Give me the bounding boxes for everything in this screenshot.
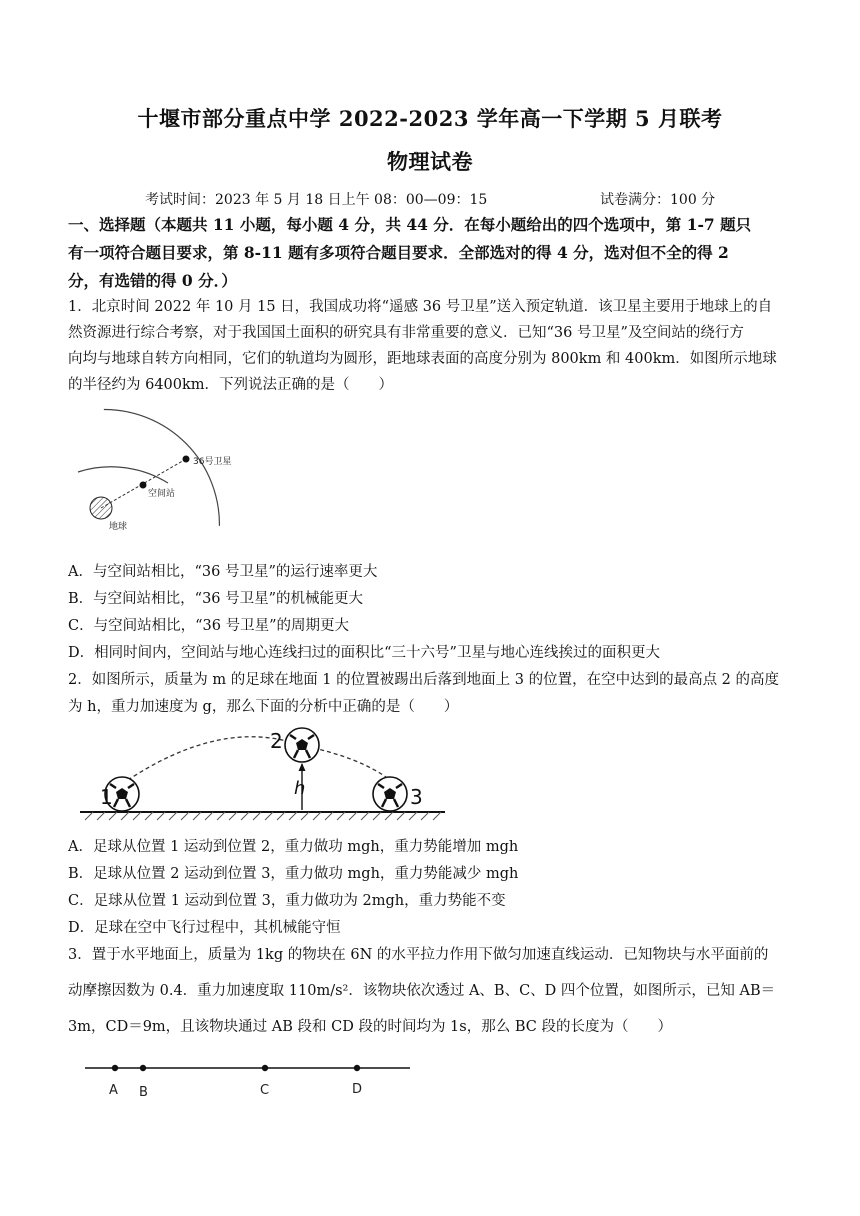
q1-option-a: A．与空间站相比，“36 号卫星”的运行速率更大 <box>68 564 378 580</box>
q3-positions-figure <box>85 1056 415 1100</box>
full-score: 试卷满分：100 分 <box>600 192 716 208</box>
q1-stem-line-1: 1．北京时间 2022 年 10 月 15 日，我国成功将“遥感 36 号卫星”送入预定轨道．该卫星主要用于地球上的自 <box>68 299 773 315</box>
point-a-label: A <box>109 1083 118 1098</box>
q1-stem-line-2: 然资源进行综合考察，对于我国国土面积的研究具有非常重要的意义．已知“36 号卫星”及空间站的绕行方 <box>68 325 744 341</box>
section-heading-line-2: 有一项符合题目要求，第 8-11 题有多项符合题目要求．全部选对的得 4 分，选对但不全的得 2 <box>68 243 729 262</box>
height-label: h <box>294 778 306 799</box>
q1-option-c: C．与空间站相比，“36 号卫星”的周期更大 <box>68 618 349 634</box>
q2-stem-line-2: 为 h，重力加速度为 g，那么下面的分析中正确的是（ ） <box>68 699 459 715</box>
satellite-label: 36号卫星 <box>193 457 232 467</box>
exam-title: 十堰市部分重点中学 2022-2023 学年高一下学期 5 月联考 <box>137 106 723 131</box>
q2-stem-line-1: 2．如图所示，质量为 m 的足球在地面 1 的位置被踢出后落到地面上 3 的位置，在空中达到的最高点 2 的高度 <box>68 672 780 688</box>
point-c-label: C <box>260 1083 270 1098</box>
q3-stem-line-3: 3m，CD＝9m，且该物块通过 AB 段和 CD 段的时间均为 1s，那么 BC 段的长度为（ ） <box>68 1019 672 1035</box>
section-heading-line-3: 分，有选错的得 0 分．） <box>68 271 237 290</box>
position-2-label: 2 <box>270 729 283 753</box>
height-arrow-head <box>299 763 306 771</box>
ground-hatching <box>85 812 441 820</box>
q1-option-b: B．与空间站相比，“36 号卫星”的机械能更大 <box>68 591 364 607</box>
q2-option-d: D．足球在空中飞行过程中，其机械能守恒 <box>68 920 341 936</box>
point-a-dot <box>112 1065 118 1071</box>
position-3-label: 3 <box>410 785 423 809</box>
satellite-dot <box>183 456 190 463</box>
point-b-label: B <box>139 1085 148 1100</box>
football-2-icon <box>285 728 319 762</box>
point-d-label: D <box>352 1082 363 1097</box>
q1-stem-line-3: 向均与地球自转方向相同，它们的轨道均为圆形，距地球表面的高度分别为 800km 和 400km．如图所示地球 <box>68 351 777 367</box>
station-dot <box>140 482 147 489</box>
exam-time: 考试时间：2023 年 5 月 18 日上午 08：00—09：15 <box>145 192 488 208</box>
q2-option-c: C．足球从位置 1 运动到位置 3，重力做功为 2mgh，重力势能不变 <box>68 893 506 909</box>
position-1-label: 1 <box>100 785 113 809</box>
q1-option-d: D．相同时间内，空间站与地心连线扫过的面积比“三十六号”卫星与地心连线挨过的面积更大 <box>68 645 660 661</box>
q3-stem-line-2: 动摩擦因数为 0.4．重力加速度取 110m/s²．该物块依次透过 A、B、C、D 四个位置，如图所示，已知 AB＝ <box>68 983 776 999</box>
point-b-dot <box>140 1065 146 1071</box>
exam-subtitle: 物理试卷 <box>387 149 473 174</box>
point-d-dot <box>354 1065 360 1071</box>
station-label: 空间站 <box>148 489 176 499</box>
trajectory-path <box>122 737 390 784</box>
section-heading-line-1: 一、选择题（本题共 11 小题，每小题 4 分，共 44 分．在每小题给出的四个选项中，第 1-7 题只 <box>68 215 752 234</box>
football-3-icon <box>373 777 407 811</box>
earth-label: 地球 <box>109 522 128 532</box>
q2-option-a: A．足球从位置 1 运动到位置 2，重力做功 mgh，重力势能增加 mgh <box>68 839 519 855</box>
q3-stem-line-1: 3．置于水平地面上，质量为 1kg 的物块在 6N 的水平拉力作用下做匀加速直线运动．已知物块与水平面前的 <box>68 947 769 963</box>
q2-football-figure <box>80 722 450 826</box>
station-orbit <box>78 467 168 483</box>
q1-stem-line-4: 的半径约为 6400km．下列说法正确的是（ ） <box>68 377 394 393</box>
point-c-dot <box>262 1065 268 1071</box>
q1-orbit-figure <box>68 408 232 544</box>
q2-option-b: B．足球从位置 2 运动到位置 3，重力做功 mgh，重力势能减少 mgh <box>68 866 519 882</box>
